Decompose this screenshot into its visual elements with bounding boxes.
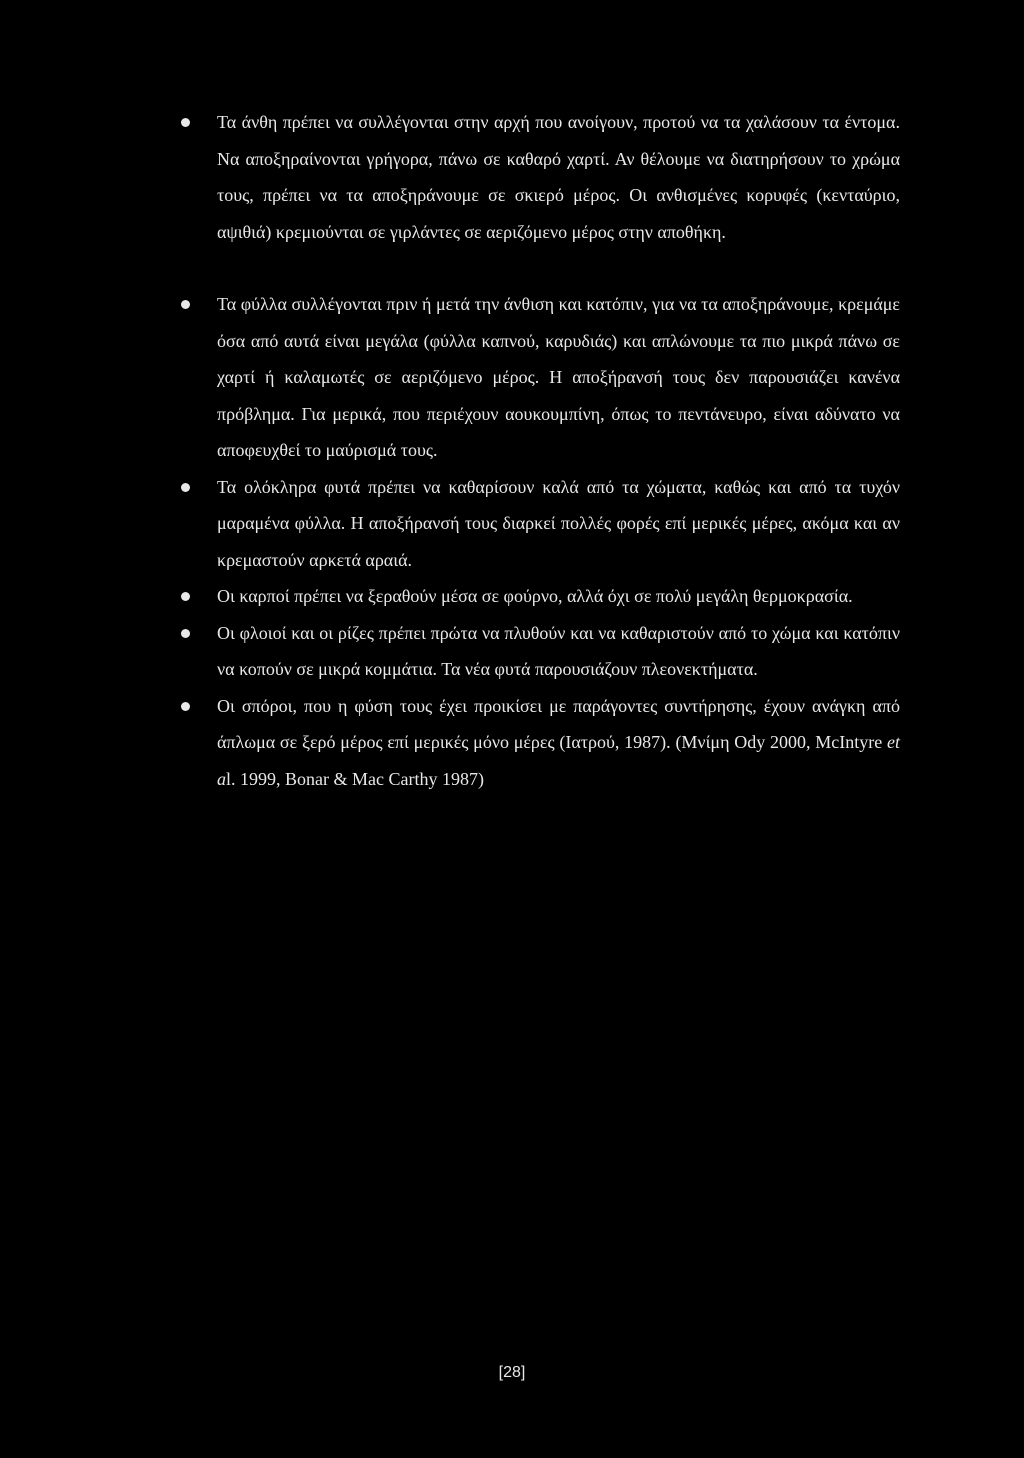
bullet-icon [181,300,190,309]
list-item [160,469,900,579]
list-item-body: Οι σπόροι, που η φύση τους έχει προικίσει με παράγοντες συντήρησης, έχουν ανάγκη από άπλωμα σε ξερό μέρος επί μερικές μόνο μέρες (Ιατρού, 1987). [217,695,900,752]
bullet-icon [181,702,190,711]
citation-italic: et a [217,732,901,789]
list-item-text: Τα φύλλα συλλέγονται πριν ή μετά την άνθιση και κατόπιν, για να τα αποξηράνουμε, κρεμάμε όσα από αυτά είναι μεγάλα (φύλλα καπνού, καρυδιάς) και απλώνουμε τα πιο μικρά πάνω σε χαρτί ή καλαμωτές σε αεριζόμενο μέρος. Η αποξήρανσή τους δεν παρουσιάζει κανένα πρόβλημα. Για μερικά, που περιέχουν αουκουμπίνη, όπως το πεντάνευρο, είναι αδύνατο να αποφευχθεί το μαύρισμά τους. [217,294,900,460]
list-item-text: Τα ολόκληρα φυτά πρέπει να καθαρίσουν καλά από τα χώματα, καθώς και από τα τυχόν μαραμένα φύλλα. Η αποξήρανσή τους διαρκεί πολλές φορές επί μερικές μέρες, ακόμα και αν κρεμαστούν αρκετά αραιά. [217,476,900,570]
list-item [160,688,900,798]
bullet-icon [181,592,190,601]
list-item [160,104,900,250]
bullet-icon [181,483,190,492]
bullet-icon [181,629,190,638]
list-item [160,286,900,469]
list-item-text: Οι φλοιοί και οι ρίζες πρέπει πρώτα να πλυθούν και να καθαριστούν από το χώμα και κατόπιν να κοπούν σε μικρά κομμάτια. Τα νέα φυτά παρουσιάζουν πλεονεκτήματα. [217,622,900,679]
list-item-text: Οι καρποί πρέπει να ξεραθούν μέσα σε φούρνο, αλλά όχι σε πολύ μεγάλη θερμοκρασία. [217,586,853,606]
list-item-text [217,696,900,789]
list-item [160,578,900,615]
bullet-icon [181,118,190,127]
citation-prefix: (Μνίμη Ody 2000, McIntyre [675,732,888,752]
bullet-list [160,104,900,797]
citation-suffix: l. 1999, Bonar & Mac Carthy 1987) [226,768,484,789]
list-item-text: Τα άνθη πρέπει να συλλέγονται στην αρχή που ανοίγουν, προτού να τα χαλάσουν τα έντομα. Να αποξηραίνονται γρήγορα, πάνω σε καθαρό χαρτί. Αν θέλουμε να διατηρήσουν το χρώμα τους, πρέπει να τα αποξηράνουμε σε σκιερό μέρος. Οι ανθισμένες κορυφές (κενταύριο, αψιθιά) κρεμιούνται σε γιρλάντες σε αεριζόμενο μέρος στην αποθήκη. [217,112,900,242]
list-item [160,615,900,688]
page-number: [28] [498,1364,526,1381]
